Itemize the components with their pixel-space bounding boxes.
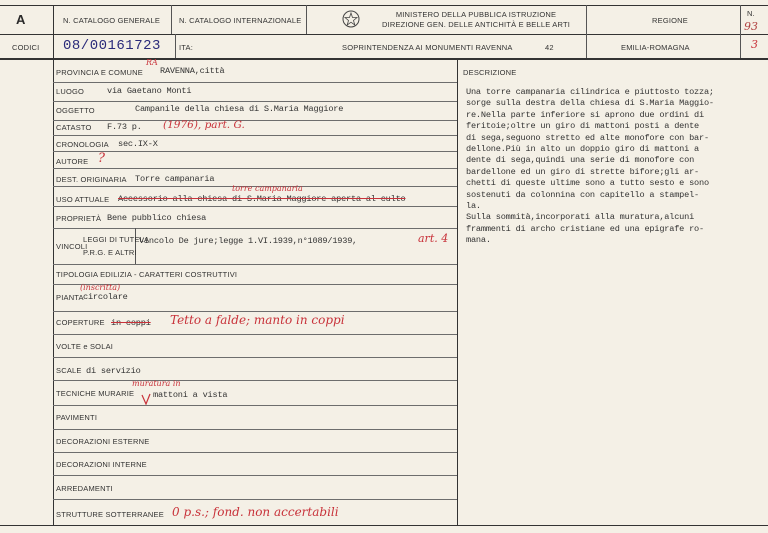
descrizione-line: re.Nella parte inferiore si aprono due ordini di (466, 109, 704, 120)
field-note-vincoli: art. 4 (418, 232, 449, 245)
descrizione-line: sorge sulla destra della chiesa di S.Maria Maggio- (466, 98, 714, 109)
ita-label: ITA: (179, 43, 193, 52)
row-line (53, 101, 457, 102)
descrizione-line: chetti di queste ultime sono a tutto sesto e sono (466, 178, 709, 189)
field-sublabel-tutela: LEGGI DI TUTELA (83, 235, 150, 244)
field-label-oggetto: OGGETTO (56, 106, 95, 115)
field-value-dest: Torre campanaria (135, 174, 215, 184)
field-value-vincoli: Vincolo De jure;legge 1.VI.1939,n°1089/1939, (139, 236, 358, 246)
descrizione-line: mana. (466, 235, 491, 246)
field-value-coperture: in coppi (111, 318, 151, 328)
n-label: N. (747, 9, 755, 18)
descrizione-line: frammenti di archo cristiane ed una epigrafe ro- (466, 223, 704, 234)
field-label-pavimenti: PAVIMENTI (56, 413, 98, 422)
ministry-line1: MINISTERO DELLA PUBBLICA ISTRUZIONE (395, 10, 557, 19)
field-value-uso: Accessorio alla chiesa di S.Maria Maggiore aperta al culto (118, 194, 406, 204)
row-line (53, 168, 457, 169)
field-note-pianta: (inscritta) (80, 283, 121, 292)
descrizione-line: di sega,seguono stretto ed alte monofore con bar- (466, 132, 709, 143)
field-label-coperture: COPERTURE (56, 318, 105, 327)
descrizione-line: dellone.Più in alto un doppio giro di mattoni a (466, 144, 699, 155)
regione-value: EMILIA-ROMAGNA (621, 43, 690, 52)
cat-internazionale-label: N. CATALOGO INTERNAZIONALE (179, 16, 302, 25)
row-line (53, 264, 457, 265)
field-note-provincia: RA (146, 58, 158, 67)
codici-vline (175, 34, 176, 58)
header-vline-1 (171, 5, 172, 34)
row-line (53, 228, 457, 229)
field-value-pianta: circolare (83, 292, 128, 302)
field-sublabel-prg: P.R.G. E ALTRI (83, 248, 137, 257)
header-vline-4 (740, 5, 741, 58)
descrizione-line: bardellone ed un giro di strette bifore;gli ar- (466, 166, 699, 177)
field-label-vincoli: VINCOLI (56, 242, 88, 251)
field-note-autore: ? (98, 151, 105, 166)
italian-emblem-icon (342, 10, 360, 28)
field-label-tipologia: TIPOLOGIA EDILIZIA - CARATTERI COSTRUTTIVI (56, 270, 238, 279)
field-label-decorazioni-interne: DECORAZIONI INTERNE (56, 460, 147, 469)
field-value-tecniche: mattoni a vista (153, 390, 228, 400)
field-value-provincia: RAVENNA,città (160, 66, 225, 76)
codice-value: 08/00161723 (63, 38, 161, 54)
vincoli-subdivider (135, 228, 136, 264)
field-value-luogo: via Gaetano Monti (107, 86, 192, 96)
row-line (53, 357, 457, 358)
descrizione-line: sostenuti da colonnina con capitello a stampel- (466, 189, 699, 200)
field-note-coperture: Tetto a falde; manto in coppi (170, 313, 345, 327)
field-label-tecniche: TECNICHE MURARIE (56, 389, 135, 398)
field-label-luogo: LUOGO (56, 87, 85, 96)
header-vline-2 (306, 5, 307, 34)
field-label-decorazioni-esterne: DECORAZIONI ESTERNE (56, 437, 150, 446)
page-number: 3 (751, 38, 758, 51)
ministry-line2: DIREZIONE GEN. DELLE ANTICHITÀ E BELLE ARTI (381, 20, 571, 29)
field-note-catasto: (1976), part. G. (163, 119, 245, 131)
descrizione-line: dente di sega,quindi una serie di monofore con (466, 155, 695, 166)
left-column-line (53, 5, 54, 525)
regione-label: REGIONE (652, 16, 688, 25)
field-value-oggetto: Campanile della chiesa di S.Maria Maggiore (135, 104, 344, 114)
descrizione-line: feritoie;oltre un giro di mattoni posti a dente (466, 121, 699, 132)
row-line (53, 82, 457, 83)
descrizione-line: Una torre campanaria cilindrica e piuttosto tozza; (466, 87, 714, 97)
field-value-cronologia: sec.IX-X (118, 139, 158, 149)
n-value: 93 (744, 20, 758, 33)
row-line (53, 311, 457, 312)
row-line (53, 120, 457, 121)
descrizione-label: DESCRIZIONE (463, 68, 517, 77)
row-line (53, 334, 457, 335)
row-line (53, 452, 457, 453)
soprintendenza-num: 42 (545, 43, 554, 52)
field-label-strutture: STRUTTURE SOTTERRANEE (56, 510, 164, 519)
card-letter: A (16, 12, 26, 27)
row-line (53, 429, 457, 430)
field-label-catasto: CATASTO (56, 123, 92, 132)
field-label-provincia: PROVINCIA E COMUNE (56, 68, 143, 77)
field-label-arredamenti: ARREDAMENTI (56, 484, 113, 493)
field-value-scale: di servizio (86, 366, 141, 376)
field-note-strutture: 0 p.s.; fond. non accertabili (172, 505, 339, 519)
soprintendenza: SOPRINTENDENZA AI MONUMENTI RAVENNA (342, 43, 513, 52)
field-note-tecniche: muratura in (132, 379, 181, 388)
header-divider (0, 34, 768, 35)
description-divider (457, 60, 458, 525)
row-line (53, 405, 457, 406)
field-label-dest: DEST. ORIGINARIA (56, 175, 127, 184)
field-value-catasto: F.73 p. (107, 122, 142, 132)
field-label-proprieta: PROPRIETÀ (56, 214, 102, 223)
descrizione-text (466, 87, 764, 247)
field-value-proprieta: Bene pubblico chiesa (107, 213, 207, 223)
field-label-scale: SCALE (56, 366, 82, 375)
field-label-cronologia: CRONOLOGIA (56, 140, 109, 149)
field-label-autore: AUTORE (56, 157, 89, 166)
codici-divider (0, 58, 768, 60)
descrizione-line: la. (466, 201, 481, 212)
row-line (53, 475, 457, 476)
field-label-uso: USO ATTUALE (56, 195, 110, 204)
row-line (53, 135, 457, 136)
row-line (53, 206, 457, 207)
top-border (0, 5, 768, 6)
row-line (53, 151, 457, 152)
insertion-caret-icon (141, 392, 151, 404)
row-line (53, 499, 457, 500)
field-label-volte: VOLTE e SOLAI (56, 342, 114, 351)
field-label-pianta: PIANTA (56, 293, 84, 302)
descrizione-line: Sulla sommità,incorporati alla muratura,alcuni (466, 212, 695, 223)
row-line (53, 380, 457, 381)
bottom-border (0, 525, 768, 526)
header-vline-3 (586, 5, 587, 58)
field-note-uso: torre campanaria (232, 184, 303, 193)
cat-generale-label: N. CATALOGO GENERALE (63, 16, 161, 25)
codici-label: CODICI (12, 43, 40, 52)
